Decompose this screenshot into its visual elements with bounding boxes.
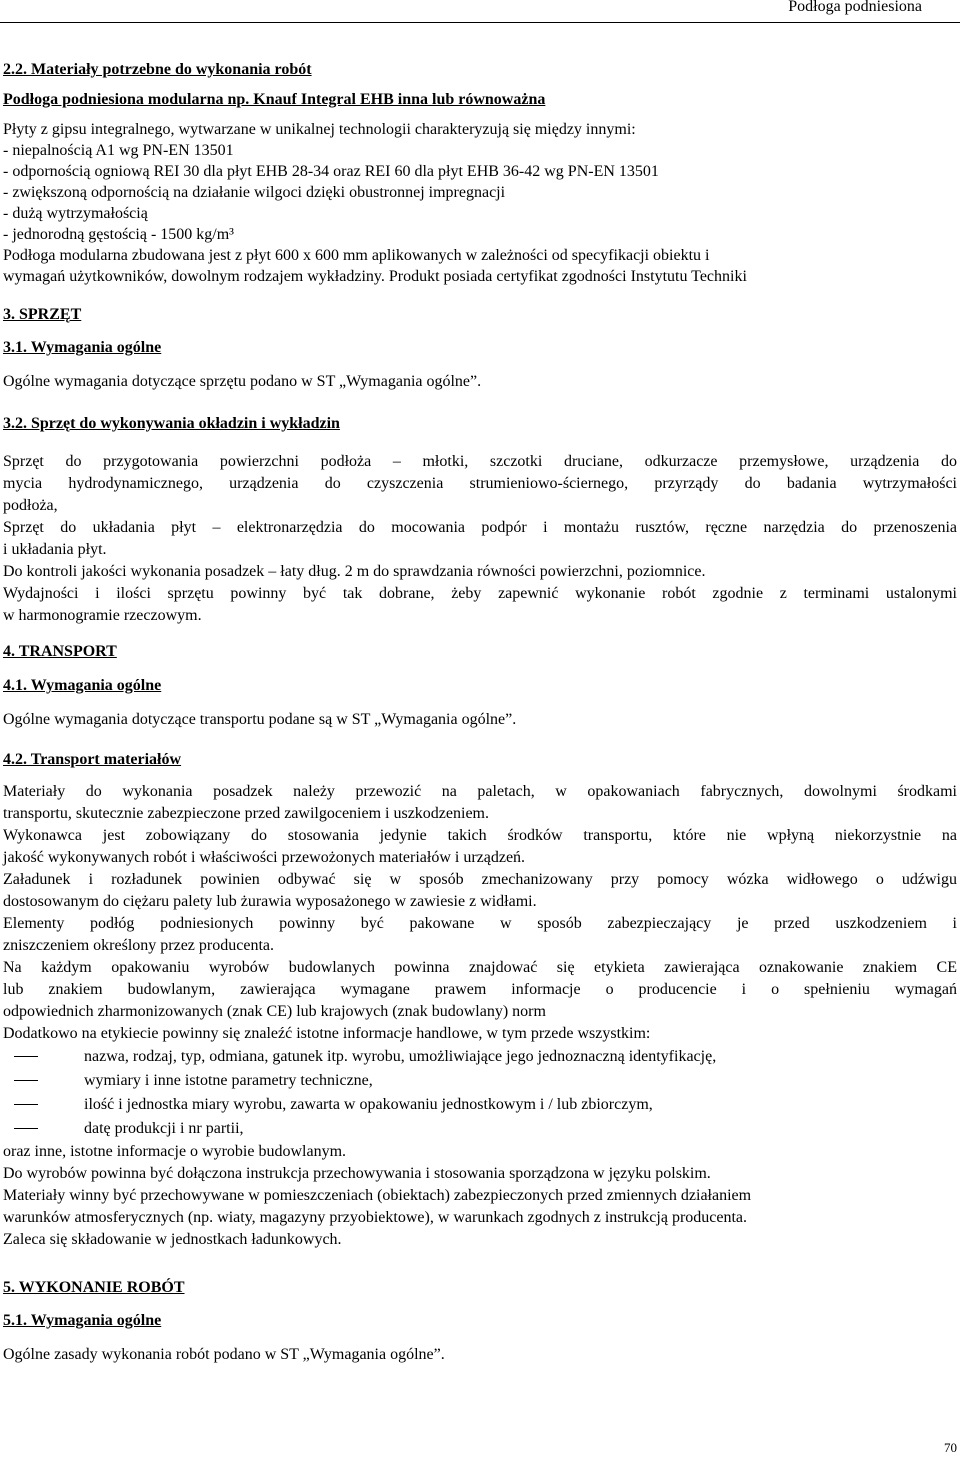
text-line: - jednorodną gęstością - 1500 kg/m³ (3, 226, 234, 243)
text-line: jakość wykonywanych robót i właściwości przewożonych materiałów i urządzeń. (3, 849, 526, 866)
text-line: Materiały do wykonania posadzek należy przewozić na paletach, w opakowaniach fabrycznych, dowolnymi środkami (3, 783, 957, 800)
heading-4: 4. TRANSPORT (3, 643, 117, 660)
text-line: zniszczeniem określony przez producenta. (3, 937, 274, 954)
text-equipment-general: Ogólne wymagania dotyczące sprzętu podano w ST „Wymagania ogólne”. (3, 373, 482, 390)
text-line: dostosowanym do ciężaru palety lub żurawia wyposażonego w zawiesie z widłami. (3, 893, 537, 910)
text-line: podłoża, (3, 497, 58, 514)
list-item: wymiary i inne istotne parametry techniczne, (3, 1069, 957, 1093)
text-line: wymagań użytkowników, dowolnym rodzajem wykładziny. Produkt posiada certyfikat zgodności Instytutu Techniki (3, 268, 747, 285)
paragraph-storage (3, 1141, 957, 1251)
running-header-title: Podłoga podniesiona (788, 0, 922, 15)
heading-4-2: 4.2. Transport materiałów (3, 751, 182, 768)
text-line: - niepalnością A1 wg PN-EN 13501 (3, 142, 234, 159)
paragraph-transport (3, 781, 957, 1045)
subheading-product: Podłoga podniesiona modularna np. Knauf Integral EHB inna lub równoważna (3, 91, 546, 108)
list-item: nazwa, rodzaj, typ, odmiana, gatunek itp. wyrobu, umożliwiające jego jednoznaczną identyfikację, (3, 1045, 957, 1069)
text-line: Dodatkowo na etykiecie powinny się znaleźć istotne informacje handlowe, w tym przede wszystkim: (3, 1025, 651, 1042)
text-line: w harmonogramie rzeczowym. (3, 607, 202, 624)
text-line: Do kontroli jakości wykonania posadzek – łaty dług. 2 m do sprawdzania równości powierzchni, poziomnice. (3, 563, 706, 580)
text-line: - odpornością ogniową REI 30 dla płyt EHB 28-34 oraz REI 60 dla płyt EHB 36-42 wg PN-EN 13501 (3, 163, 659, 180)
text-line: Załadunek i rozładunek powinien odbywać się w sposób zmechanizowany przy pomocy wózka widłowego o udźwigu (3, 871, 957, 888)
text-line: Na każdym opakowaniu wyrobów budowlanych powinna znajdować się etykieta zawierająca oznakowanie znakiem CE (3, 959, 957, 976)
heading-2-2: 2.2. Materiały potrzebne do wykonania robót (3, 61, 312, 78)
list-item: datę produkcji i nr partii, (3, 1117, 957, 1141)
dash-bullet-icon (14, 1128, 38, 1129)
header-rule (0, 22, 960, 23)
paragraph-materials (3, 119, 957, 287)
page-number: 70 (944, 1440, 957, 1455)
text-line: Podłoga modularna zbudowana jest z płyt 600 x 600 mm aplikowanych w zależności od specyfikacji obiektu i (3, 247, 710, 264)
text-line: Zaleca się składowanie w jednostkach ładunkowych. (3, 1231, 342, 1248)
document-body (3, 59, 957, 1366)
text-line: - zwiększoną odpornością na działanie wilgoci dzięki obustronnej impregnacji (3, 184, 506, 201)
text-transport-general: Ogólne wymagania dotyczące transportu podane są w ST „Wymagania ogólne”. (3, 711, 517, 728)
dash-bullet-icon (14, 1104, 38, 1105)
text-line: Do wyrobów powinna być dołączona instrukcja przechowywania i stosowania sporządzona w języku polskim. (3, 1165, 711, 1182)
list-item: ilość i jednostka miary wyrobu, zawarta w opakowaniu jednostkowym i / lub zbiorczym, (3, 1093, 957, 1117)
heading-3: 3. SPRZĘT (3, 306, 82, 323)
heading-3-1: 3.1. Wymagania ogólne (3, 339, 162, 356)
text-line: Elementy podłóg podniesionych powinny być pakowane w sposób zabezpieczający je przed uszkodzeniem i (3, 915, 957, 932)
text-line: Materiały winny być przechowywane w pomieszczeniach (obiektach) zabezpieczonych przed zmiennych działaniem (3, 1187, 752, 1204)
heading-5-1: 5.1. Wymagania ogólne (3, 1312, 162, 1329)
text-line: Wydajności i ilości sprzętu powinny być tak dobrane, żeby zapewnić wykonanie robót zgodnie z terminami ustalonymi (3, 585, 957, 602)
text-line: Sprzęt do przygotowania powierzchni podłoża – młotki, szczotki druciane, odkurzacze przemysłowe, urządzenia do (3, 453, 957, 470)
text-line: lub znakiem budowlanym, zawierająca wymagane prawem informacje o producencie i o spełnieniu wymagań (3, 981, 957, 998)
text-line: odpowiednich zharmonizowanych (znak CE) lub krajowych (znak budowlany) norm (3, 1003, 546, 1020)
text-line: transportu, skutecznie zabezpieczone przed zawilgoceniem i uszkodzeniem. (3, 805, 489, 822)
dash-list (3, 1045, 957, 1141)
text-works-general: Ogólne zasady wykonania robót podano w ST „Wymagania ogólne”. (3, 1346, 445, 1363)
text-line: warunków atmosferycznych (np. wiaty, magazyny przyobiektowe), w warunkach zgodnych z instrukcją producenta. (3, 1209, 748, 1226)
text-line: Płyty z gipsu integralnego, wytwarzane w unikalnej technologii charakteryzują się między innymi: (3, 121, 636, 138)
paragraph-equipment (3, 451, 957, 627)
dash-bullet-icon (14, 1080, 38, 1081)
text-line: Sprzęt do układania płyt – elektronarzędzia do mocowania podpór i montażu rusztów, ręczne narzędzia do przenoszenia (3, 519, 957, 536)
text-line: mycia hydrodynamicznego, urządzenia do czyszczenia strumieniowo-ściernego, przyrządy do badania wytrzymałości (3, 475, 957, 492)
text-line: - dużą wytrzymałością (3, 205, 148, 222)
text-line: Wykonawca jest zobowiązany do stosowania jedynie takich środków transportu, które nie wpłyną niekorzystnie na (3, 827, 957, 844)
text-line: oraz inne, istotne informacje o wyrobie budowlanym. (3, 1143, 347, 1160)
heading-4-1: 4.1. Wymagania ogólne (3, 677, 162, 694)
heading-3-2: 3.2. Sprzęt do wykonywania okładzin i wykładzin (3, 415, 340, 432)
dash-bullet-icon (14, 1056, 38, 1057)
text-line: i układania płyt. (3, 541, 107, 558)
heading-5: 5. WYKONANIE ROBÓT (3, 1279, 185, 1296)
